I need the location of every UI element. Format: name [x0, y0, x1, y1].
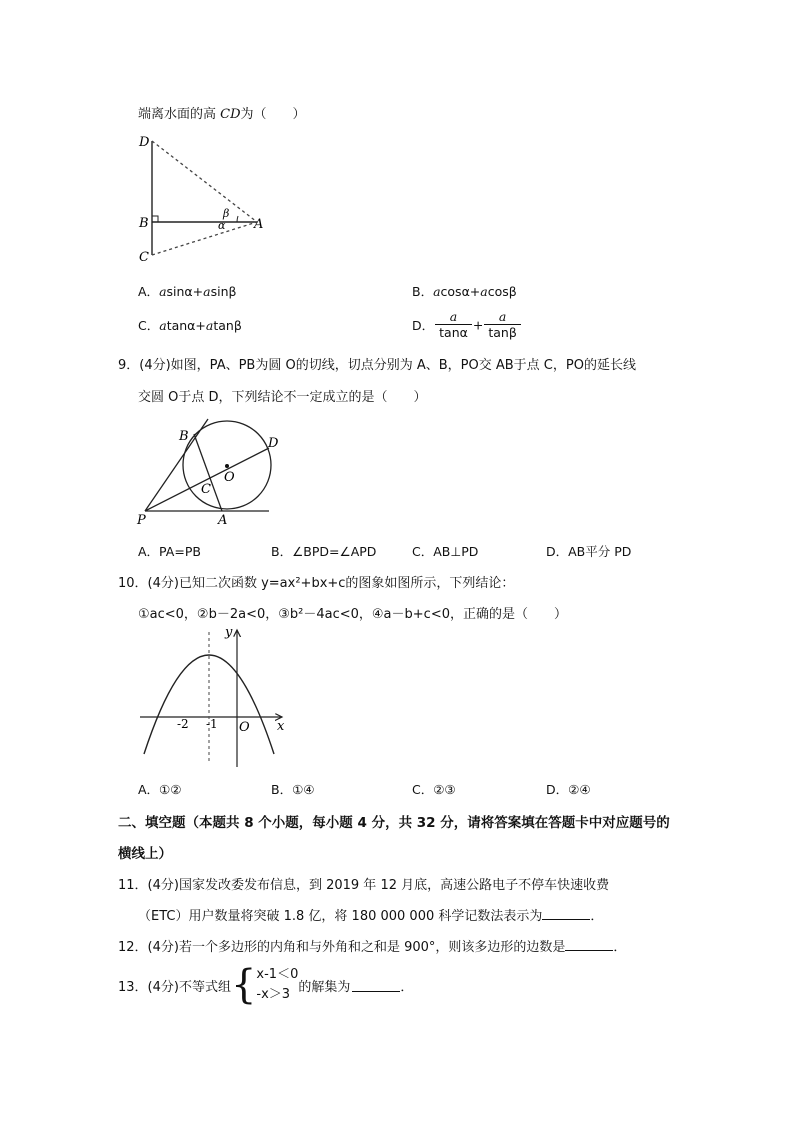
q8-fraction-1: $\frac{a}{\tan\alpha}$	[435, 310, 472, 340]
q11-answer-blank[interactable]	[542, 907, 590, 920]
q8-label-c: C	[139, 250, 149, 265]
q9-tangent-pb	[145, 419, 208, 511]
q9-label-c: C	[201, 482, 211, 497]
q8-angle-arc	[237, 216, 238, 222]
q13-ineq2: -x＞3	[256, 987, 291, 1002]
q8-option-d[interactable]: D． $\frac{a}{\tan\alpha}$ + $\frac{a}{\tan\beta}$	[412, 310, 522, 340]
q13-line: 13．(4分)不等式组 { x-1＜0 -x＞3 的解集为 ．	[118, 962, 414, 1008]
q9-label-o: O	[224, 470, 235, 485]
q8-line-da	[152, 141, 257, 222]
q8-label-d: D	[139, 135, 150, 150]
q9-option-a[interactable]: A．PA=PB	[138, 544, 201, 559]
q8-option-c[interactable]: C．atanα+atanβ	[138, 318, 242, 333]
q8-label-a: A	[254, 217, 264, 232]
q9-option-c[interactable]: C．AB⊥PD	[412, 544, 479, 559]
q12-answer-blank[interactable]	[565, 938, 613, 951]
q10-label-o: O	[239, 720, 250, 735]
q8-stem: 端离水面的高 CD为（ ）	[138, 107, 306, 122]
q8-cd-label: CD	[220, 107, 241, 122]
q8-option-b[interactable]: B．acosα+acosβ	[412, 284, 517, 299]
q8-right-angle	[152, 216, 158, 222]
q13-answer-blank[interactable]	[352, 979, 400, 992]
q8-label-beta: β	[223, 207, 230, 220]
q10-label-minus1: -1	[206, 717, 218, 731]
q13-brace: {	[230, 962, 257, 1008]
q8-option-a[interactable]: A．asinα+asinβ	[138, 284, 237, 299]
q10-option-c[interactable]: C．②③	[412, 782, 456, 797]
q12-line: 12．(4分)若一个多边形的内角和与外角和之和是 900°，则该多边形的边数是 ．	[118, 940, 627, 955]
q10-figure	[132, 622, 292, 772]
q9-option-b[interactable]: B．∠BPD=∠APD	[271, 544, 377, 559]
q8-line-ca	[152, 222, 257, 255]
q9-label-p: P	[137, 513, 146, 528]
q9-figure	[132, 418, 282, 530]
q9-line2: 交圆 O于点 D，下列结论不一定成立的是（ ）	[138, 390, 427, 405]
q10-option-b[interactable]: B．①④	[271, 782, 315, 797]
q10-label-x: x	[277, 719, 285, 734]
q10-line1: 10．(4分)已知二次函数 y=ax²+bx+c的图象如图所示，下列结论：	[118, 576, 515, 591]
q8-figure	[130, 130, 270, 265]
q11-line1: 11．(4分)国家发改委发布信息，到 2019 年 12 月底，高速公路电子不停车快速收费	[118, 878, 610, 893]
q8-label-alpha: α	[218, 219, 226, 232]
q9-center-dot	[225, 464, 229, 468]
q9-option-d[interactable]: D．AB平分 PD	[546, 544, 632, 559]
q10-option-a[interactable]: A．①②	[138, 782, 182, 797]
q13-ineq1: x-1＜0	[256, 967, 299, 982]
q9-label-b: B	[179, 429, 189, 444]
q10-line2: ①ac<0，②b－2a<0，③b²－4ac<0，④a－b+c<0，正确的是（ ）	[138, 607, 567, 622]
q10-label-y: y	[225, 625, 233, 640]
q9-line1: 9．(4分)如图，PA、PB为圆 O的切线，切点分别为 A、B，PO交 AB于点 C，PO的延长线	[118, 358, 636, 373]
q9-label-d: D	[268, 436, 279, 451]
q10-option-d[interactable]: D．②④	[546, 782, 591, 797]
section2-heading-line2: 横线上）	[118, 846, 172, 862]
q10-label-minus2: -2	[177, 717, 189, 731]
q11-line2: （ETC）用户数量将突破 1.8 亿，将 180 000 000 科学记数法表示为 ．	[138, 909, 604, 924]
q9-label-a: A	[218, 513, 228, 528]
section2-heading-line1: 二、填空题（本题共 8 个小题，每小题 4 分，共 32 分，请将答案填在答题卡中对应题号的	[118, 815, 670, 831]
q8-fraction-2: $\frac{a}{\tan\beta}$	[484, 310, 520, 340]
q8-label-b: B	[139, 216, 149, 231]
q9-chord-ab	[194, 434, 222, 511]
q13-inequality-system	[256, 965, 298, 1005]
